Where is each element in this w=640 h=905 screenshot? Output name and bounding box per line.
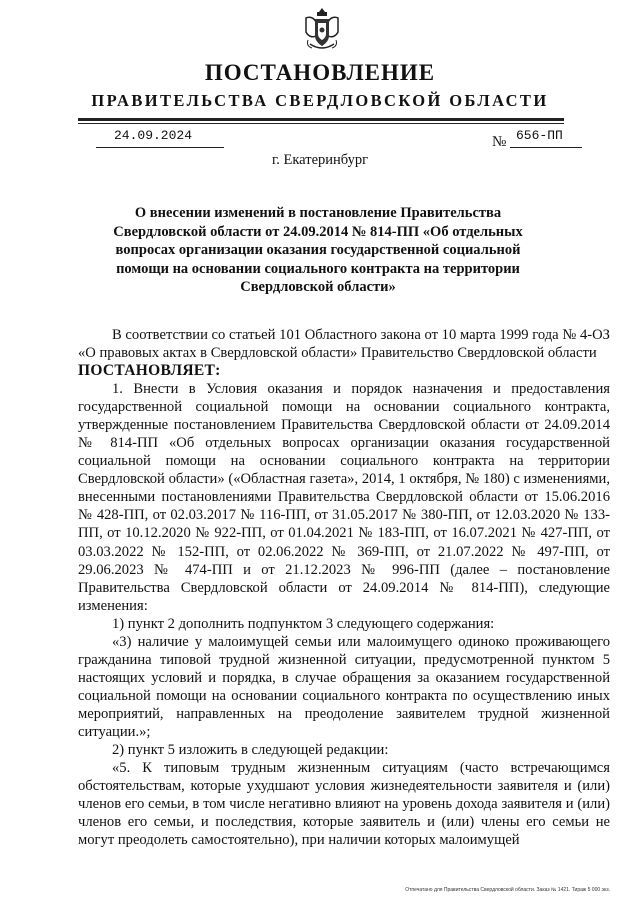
- number-sign: №: [492, 134, 507, 150]
- document-type-title: ПОСТАНОВЛЕНИЕ: [204, 60, 436, 85]
- quoted-subpoint-3: «3) наличие у малоимущей семьи или малоимущего одиноко проживающего гражданина типовой трудной жизненной ситуации, предусмотренной пунктом 5 настоящих условий и порядка, в случае обращения за оказанием государственной социальной помощи на основании социального контракта по осуществлению иных мероприятий, направленных на преодоление заявителем трудной жизненной ситуации.»;: [78, 633, 610, 740]
- document-heading: О внесении изменений в постановление Правительства Свердловской области от 24.09.2014 № 814-ПП «Об отдельных вопросах организации оказания государственной социальной помощи на основании социального контракта на территории Свердловской области»: [113, 205, 523, 295]
- coat-of-arms-icon: [302, 6, 342, 54]
- header-divider: [78, 118, 564, 124]
- postanovlyaet-label: ПОСТАНОВЛЯЕТ:: [78, 362, 221, 380]
- subitem-1-paragraph: 1) пункт 2 дополнить подпунктом 3 следующего содержания:: [112, 615, 495, 632]
- item-1-paragraph: 1. Внести в Условия оказания и порядок назначения и предоставления государственной социальной помощи на основании социального контракта, утвержденные постановлением Правительства Свердловской области от 24.09.2014 № 814-ПП «Об отдельных вопросах организации оказания государственной социальной помощи на основании социального контракта на территории Свердловской области» («Областная газета», 2014, 1 октября, № 180) с изменениями, внесенными постановлениями Правительства Свердловской области от 15.06.2016 № 428-ПП, от 02.03.2017 № 116-ПП, от 31.05.2017 № 380-ПП, от 12.03.2020 № 133-ПП, от 10.12.2020 № 922-ПП, от 01.04.2021 № 183-ПП, от 16.07.2021 № 427-ПП, от 03.03.2022 № 152-ПП, от 02.06.2022 № 369-ПП, от 21.07.2022 № 497-ПП, от 29.06.2023 № 474-ПП и от 21.12.2023 № 996-ПП (далее – постановление Правительства Свердловской области от 24.09.2014 № 814-ПП), следующие изменения:: [78, 381, 610, 614]
- city-line: г. Екатеринбург: [271, 152, 369, 168]
- document-number: 656-ПП: [510, 128, 582, 148]
- subitem-2-paragraph: 2) пункт 5 изложить в следующей редакции:: [112, 742, 389, 759]
- document-date: 24.09.2024: [96, 128, 224, 148]
- intro-paragraph: В соответствии со статьей 101 Областного закона от 10 марта 1999 года № 4-ОЗ «О правовых актах в Свердловской области» Правительство Свердловской области: [78, 327, 610, 362]
- print-footer: Отпечатано для Правительства Свердловской области. Заказ № 1421. Тираж 5 000 экз.: [405, 887, 610, 893]
- document-body: [78, 326, 610, 849]
- issuer-subtitle: ПРАВИТЕЛЬСТВА СВЕРДЛОВСКОЙ ОБЛАСТИ: [91, 91, 549, 110]
- quoted-point-5: «5. К типовым трудным жизненным ситуациям (часто встречающимся обстоятельствам, которые ухудшают условия жизнедеятельности заявителя и (или) членов его семьи, в том числе негативно влияют на уровень дохода заявителя и (или) членов его семьи, и последствия, которые заявитель и (или) члены его семьи не могут преодолеть самостоятельно), при наличии которых малоимущей: [78, 760, 610, 849]
